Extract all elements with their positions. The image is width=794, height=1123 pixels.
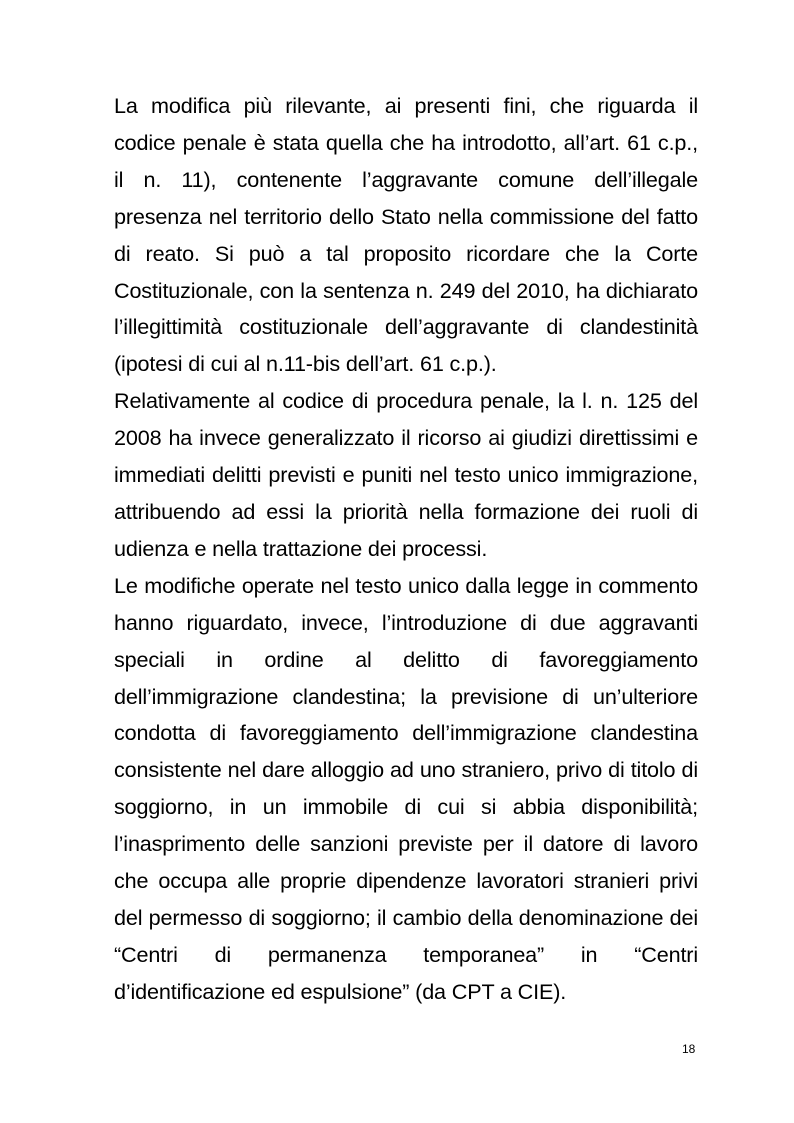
paragraph-testo-unico [114,568,698,1011]
text-line: il n. 11), contenente l’aggravante comune dell’illegale [114,166,698,192]
text-line: “Centri di permanenza temporanea” in “Centri [114,941,698,967]
paragraph-aggravante-comune [114,88,698,383]
text-line: 2008 ha invece generalizzato il ricorso ai giudizi direttissimi e [114,425,698,451]
text-line: dell’immigrazione clandestina; la previsione di un’ulteriore [114,683,698,709]
text-line: consistente nel dare alloggio ad uno straniero, privo di titolo di [114,757,698,783]
text-line: l’illegittimità costituzionale dell’aggravante di clandestinità [114,314,698,340]
text-line: codice penale è stata quella che ha introdotto, all’art. 61 c.p., [114,129,698,155]
page-body [114,88,698,1011]
text-line: speciali in ordine al delitto di favoreggiamento [114,646,698,672]
text-line: hanno riguardato, invece, l’introduzione di due aggravanti [114,609,698,635]
text-line: che occupa alle proprie dipendenze lavoratori stranieri privi [114,868,698,894]
text-line: udienza e nella trattazione dei processi. [114,535,488,561]
text-line: immediati delitti previsti e puniti nel testo unico immigrazione, [114,462,698,488]
text-line: di reato. Si può a tal proposito ricordare che la Corte [114,240,698,266]
text-line: del permesso di soggiorno; il cambio della denominazione dei [114,904,698,930]
text-line: d’identificazione ed espulsione” (da CPT a CIE). [114,978,567,1004]
text-line: soggiorno, in un immobile di cui si abbia disponibilità; [114,794,698,820]
text-line: Relativamente al codice di procedura penale, la l. n. 125 del [114,388,698,414]
text-line: l’inasprimento delle sanzioni previste per il datore di lavoro [114,831,698,857]
text-line: condotta di favoreggiamento dell’immigrazione clandestina [114,720,698,746]
text-line: (ipotesi di cui al n.11-bis dell’art. 61 c.p.). [114,351,497,377]
text-line: attribuendo ad essi la priorità nella formazione dei ruoli di [114,498,698,524]
text-line: Costituzionale, con la sentenza n. 249 del 2010, ha dichiarato [114,277,698,303]
text-line: La modifica più rilevante, ai presenti fini, che riguarda il [114,93,698,118]
text-line: Le modifiche operate nel testo unico dalla legge in commento [114,572,698,598]
page-number: 18 [682,1042,696,1056]
text-line: presenza nel territorio dello Stato nella commissione del fatto [114,203,698,229]
paragraph-procedura-penale [114,383,698,568]
